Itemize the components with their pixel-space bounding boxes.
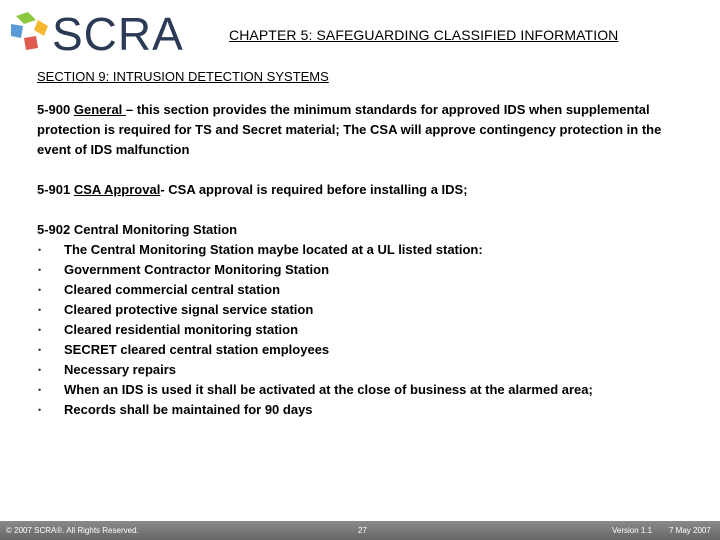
bullet-icon: • [38, 245, 42, 255]
paragraph-5-902 [37, 220, 677, 420]
bullet-icon: • [38, 285, 42, 295]
bullet-icon: • [38, 265, 42, 275]
bullet-icon: • [38, 325, 42, 335]
paragraph-number: 5-902 [37, 222, 71, 237]
list-item: • Cleared protective signal service station [37, 300, 677, 320]
footer-page-number: 27 [358, 526, 367, 535]
logo-text: SCRA [52, 8, 184, 56]
bullet-icon: • [38, 305, 42, 315]
bullet-icon: • [38, 345, 42, 355]
paragraph-term: Central Monitoring Station [73, 222, 238, 237]
paragraph-text: – this section provides the minimum standards for approved IDS when supplemental protection is required for TS and Secret material; The CSA will approve contingency protection in the event of IDS malfunction [37, 102, 662, 157]
bullet-icon: • [38, 405, 42, 415]
list-item: • Necessary repairs [37, 360, 677, 380]
list-item: • When an IDS is used it shall be activated at the close of business at the alarmed area; [37, 380, 677, 400]
footer-date: 7 May 2007 [669, 526, 711, 535]
list-item: • Cleared residential monitoring station [37, 320, 677, 340]
paragraph-number: 5-900 [37, 102, 71, 117]
paragraph-5-901 [37, 180, 677, 200]
footer-copyright: © 2007 SCRA®. All Rights Reserved. [6, 526, 139, 535]
list-item: • Cleared commercial central station [37, 280, 677, 300]
footer-bar [0, 521, 720, 540]
paragraph-5-900 [37, 100, 677, 160]
list-item: • Records shall be maintained for 90 days [37, 400, 677, 420]
paragraph-term: CSA Approval [73, 182, 161, 197]
paragraph-number: 5-901 [37, 182, 71, 197]
footer-version: Version 1.1 [612, 526, 653, 535]
section-heading: SECTION 9: INTRUSION DETECTION SYSTEMS [37, 69, 329, 84]
paragraph-term: General [73, 102, 126, 117]
paragraph-text: - CSA approval is required before installing a IDS; [160, 182, 468, 197]
bullet-icon: • [38, 365, 42, 375]
scra-logo-icon [8, 6, 188, 56]
list-item: • The Central Monitoring Station maybe located at a UL listed station: [37, 240, 677, 260]
scra-logo [8, 6, 188, 56]
chapter-title: CHAPTER 5: SAFEGUARDING CLASSIFIED INFORMATION [229, 27, 619, 43]
slide-content [37, 68, 677, 420]
list-item: • Government Contractor Monitoring Station [37, 260, 677, 280]
list-item: • SECRET cleared central station employees [37, 340, 677, 360]
bullet-list [37, 240, 677, 420]
bullet-icon: • [38, 385, 42, 395]
